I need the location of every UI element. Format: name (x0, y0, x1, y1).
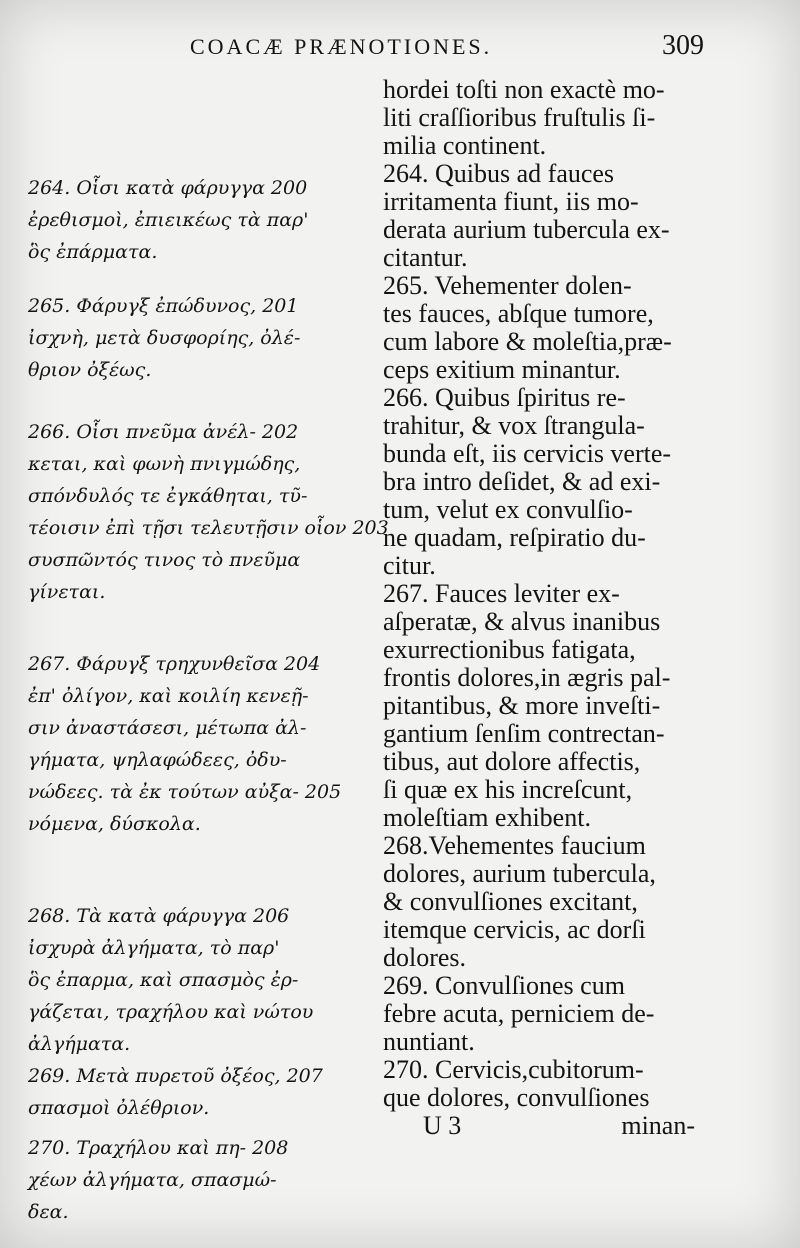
text-line: νώδεες. τὰ ἐκ τούτων αὐξα- 205 (28, 781, 342, 803)
aphorism-entry (383, 76, 703, 160)
text-line: moleſtiam exhibent. (383, 803, 591, 832)
text-line: ἐπ' ὀλίγον, καὶ κοιλίη κενεῇ- (28, 685, 309, 707)
text-line: tibus, aut dolore affectis, (383, 747, 641, 776)
text-line: tum, velut ex convulſio- (383, 495, 633, 524)
greek-text-column (28, 76, 389, 1228)
aphorism-entry (28, 172, 378, 268)
aphorism-entry (28, 1132, 378, 1228)
text-line: 264. Οἷσι κατὰ φάρυγγα 200 (28, 177, 308, 199)
text-line: 270. Τραχήλου καὶ πη- 208 (28, 1137, 289, 1159)
text-line: 264. Quibus ad fauces (383, 159, 615, 188)
text-line: febre acuta, perniciem de- (383, 999, 655, 1028)
text-line: hordei toſti non exactè mo- (383, 75, 665, 104)
text-line: cum labore & moleſtia,præ- (383, 327, 672, 356)
text-line: ceps exitium minantur. (383, 355, 621, 384)
text-line: tes fauces, abſque tumore, (383, 299, 654, 328)
aphorism-entry (383, 580, 703, 832)
aphorism-entry (383, 832, 703, 972)
catchword: minan- (621, 1111, 695, 1140)
text-line: θριον ὀξέως. (28, 359, 152, 381)
running-title: COACÆ PRÆNOTIONES. (190, 34, 493, 59)
text-line: bunda eſt, iis cervicis verte- (383, 439, 672, 468)
text-line: 268. Τὰ κατὰ φάρυγγα 206 (28, 905, 290, 927)
text-line: σιν ἀναστάσεσι, μέτωπα ἀλ- (28, 717, 307, 739)
aphorism-entry (383, 160, 703, 272)
text-line: ἰσχυρὰ ἀλγήματα, τὸ παρ' (28, 937, 280, 959)
text-line: ἰσχνὴ, μετὰ δυσφορίης, ὀλέ- (28, 327, 301, 349)
aphorism-entry (383, 1056, 703, 1112)
text-line: δεα. (28, 1201, 69, 1223)
text-line: 265. Φάρυγξ ἐπώδυνος, 201 (28, 295, 299, 317)
text-line: dolores, aurium tubercula, (383, 859, 656, 888)
text-line: & convulſiones excitant, (383, 887, 638, 916)
text-line: νόμενα, δύσκολα. (28, 813, 201, 835)
aphorism-entry (28, 900, 378, 1060)
aphorism-entry (28, 1060, 378, 1124)
text-line: nuntiant. (383, 1027, 475, 1056)
text-line: συσπῶντός τινος τὸ πνεῦμα (28, 549, 301, 571)
text-line: 265. Vehementer dolen- (383, 271, 632, 300)
aphorism-entry (383, 384, 703, 580)
aphorism-entry (28, 416, 389, 608)
text-line: aſperatæ, & alvus inanibus (383, 607, 661, 636)
text-line: γάζεται, τραχήλου καὶ νώτου (28, 1001, 314, 1023)
text-line: ne quadam, reſpiratio du- (383, 523, 646, 552)
aphorism-entry (28, 290, 378, 386)
text-line: γίνεται. (28, 581, 106, 603)
text-line: milia continent. (383, 131, 547, 160)
aphorism-entry (383, 272, 703, 384)
text-line: κεται, καὶ φωνὴ πνιγμώδης, (28, 453, 301, 475)
text-line: 270. Cervicis,cubitorum- (383, 1055, 644, 1084)
text-line: derata aurium tubercula ex- (383, 215, 670, 244)
text-line: irritamenta fiunt, iis mo- (383, 187, 639, 216)
text-line: ὃς ἐπάρματα. (28, 241, 158, 263)
text-line: ὃς ἐπαρμα, καὶ σπασμὸς ἐρ- (28, 969, 299, 991)
text-line: γήματα, ψηλαφώδεες, ὀδυ- (28, 749, 287, 771)
text-line: trahitur, & vox ſtrangula- (383, 411, 645, 440)
text-line: 269. Convulſiones cum (383, 971, 625, 1000)
text-line: frontis dolores,in ægris pal- (383, 663, 671, 692)
text-line: σπασμοὶ ὀλέθριον. (28, 1097, 210, 1119)
text-line: que dolores, convulſiones (383, 1083, 650, 1112)
page-number: 309 (662, 30, 704, 61)
text-line: itemque cervicis, ac dorſi (383, 915, 646, 944)
text-line: bra intro deſidet, & ad exi- (383, 467, 661, 496)
text-line: ſi quæ ex his increſcunt, (383, 775, 633, 804)
aphorism-entry (383, 972, 703, 1056)
text-line: gantium ſenſim contrectan- (383, 719, 665, 748)
aphorism-entry (28, 648, 378, 840)
text-line: 267. Fauces leviter ex- (383, 579, 620, 608)
text-line: ἀλγήματα. (28, 1033, 131, 1055)
signature-mark: U 3 (423, 1111, 462, 1140)
text-line: pitantibus, & more inveſti- (383, 691, 661, 720)
text-line: 268.Vehementes faucium (383, 831, 646, 860)
latin-text-column (383, 76, 703, 1140)
text-line: 269. Μετὰ πυρετοῦ ὀξέος, 207 (28, 1065, 323, 1087)
text-line: σπόνδυλός τε ἐγκάθηται, τῦ- (28, 485, 308, 507)
text-line: τέοισιν ἐπὶ τῇσι τελευτῇσιν οἷον 203 (28, 517, 389, 539)
text-line: ἐρεθισμοὶ, ἐπιεικέως τὰ παρ' (28, 209, 309, 231)
running-head (0, 30, 800, 74)
page-footer-line (383, 1112, 703, 1140)
text-line: citantur. (383, 243, 468, 272)
text-line: citur. (383, 551, 436, 580)
text-line: dolores. (383, 943, 467, 972)
text-line: exurrectionibus fatigata, (383, 635, 636, 664)
text-line: χέων ἀλγήματα, σπασμώ- (28, 1169, 277, 1191)
text-line: 266. Quibus ſpiritus re- (383, 383, 626, 412)
text-line: 266. Οἷσι πνεῦμα ἀνέλ- 202 (28, 421, 299, 443)
text-line: liti craſſioribus fruſtulis ſi- (383, 103, 656, 132)
text-line: 267. Φάρυγξ τρηχυνθεῖσα 204 (28, 653, 321, 675)
